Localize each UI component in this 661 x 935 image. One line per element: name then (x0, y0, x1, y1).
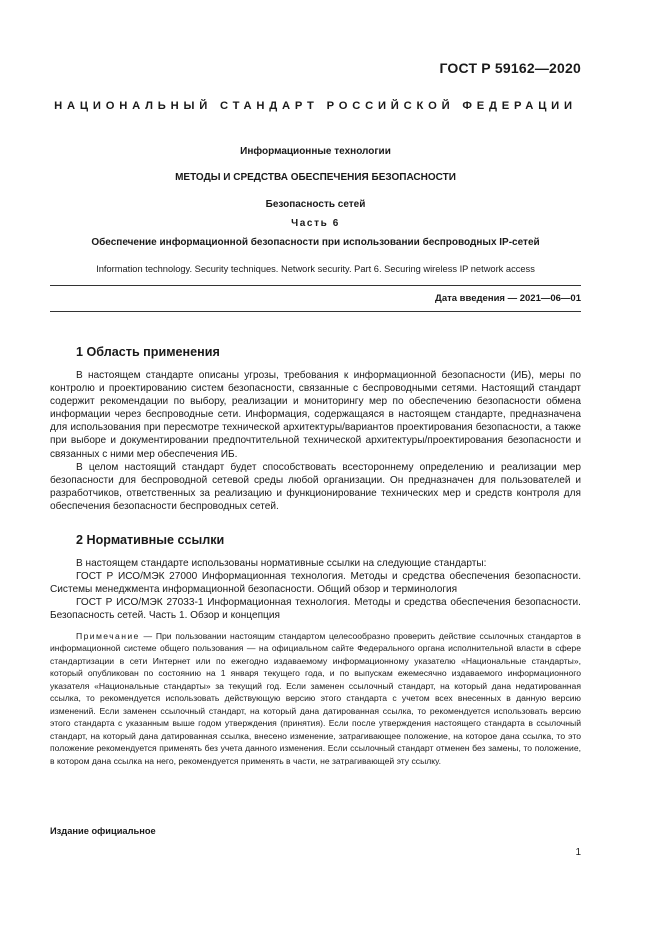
divider-bottom (50, 311, 581, 312)
section-2-body (50, 557, 581, 622)
section-1-body (50, 369, 581, 513)
section-2-note (50, 630, 581, 767)
title-line-4: Обеспечение информационной безопасности при использовании беспроводных IP-сетей (91, 237, 540, 248)
divider-top (50, 285, 581, 286)
normative-reference: ГОСТ Р ИСО/МЭК 27000 Информационная технология. Методы и средства обеспечения безопасности. Системы менеджмента информационной безопасности. Общий обзор и терминология (50, 571, 581, 596)
section-1-paragraph: В целом настоящий стандарт будет способствовать всестороннему определению и реализации мер безопасности для беспроводной сетевой среды любой организации. Он предназначен для пользователей и разработчиков, ответственных за реализацию и функционирование технических мер и средств контроля для обеспечения безопасности беспроводных сетей. (50, 461, 581, 512)
title-line-2: МЕТОДЫ И СРЕДСТВА ОБЕСПЕЧЕНИЯ БЕЗОПАСНОСТИ (175, 172, 456, 183)
gost-number: ГОСТ Р 59162—2020 (439, 60, 581, 76)
section-1-paragraph: В настоящем стандарте описаны угрозы, требования к информационной безопасности (ИБ), меры по контролю и проектированию систем безопасности, связанные с беспроводными сетями. Настоящий стандарт содержит рекомендации по выбору, реализации и мониторингу мер по обеспечению безопасности обмена информации через беспроводные сети. Информация, содержащаяся в настоящем стандарте, предназначена для использования при пересмотре технической архитектуры/вариантов проектирования безопасности, а также при выборе и документировании предпочтительной технической архитектуры/проектирования безопасности и связанных с ними мер обеспечения ИБ. (50, 370, 581, 460)
page-number: 1 (575, 847, 581, 858)
title-part: Часть 6 (291, 218, 340, 229)
note-text: — При пользовании настоящим стандартом целесообразно проверить действие ссылочных стандартов в информационной системе общего пользования — на официальном сайте Федерального органа исполнительной власти в сфере стандартизации в сети Интернет или по ежегодно издаваемому информационному указателю «Национальные стандарты», который опубликован по состоянию на 1 января текущего года, и по выпускам ежемесячно издаваемого информационного указателя «Национальные стандарты» за текущий год. Если заменен ссылочный стандарт, на который дана недатированная ссылка, то рекомендуется использовать действующую версию этого стандарта с учетом всех внесенных в данную версию изменений. Если заменен ссылочный стандарт, на который дана датированная ссылка, то рекомендуется использовать версию этого стандарта с указанным выше годом утверждения (принятия). Если после утверждения настоящего стандарта в ссылочный стандарт, на который дана датированная ссылка, внесено изменение, затрагивающее положение, на которое дана ссылка, то это положение рекомендуется применять без учета данного изменения. Если ссылочный стандарт отменен без замены, то положение, в котором дана ссылка на него, рекомендуется применять в части, не затрагивающей эту ссылку. (50, 631, 581, 766)
introduction-date: Дата введения — 2021—06—01 (435, 293, 581, 304)
note-label: Примечание (76, 631, 140, 641)
normative-reference: ГОСТ Р ИСО/МЭК 27033-1 Информационная технология. Методы и средства обеспечения безопасности. Безопасность сетей. Часть 1. Обзор и концепция (50, 597, 581, 622)
title-line-3: Безопасность сетей (265, 199, 366, 210)
title-english: Information technology. Security techniques. Network security. Part 6. Securing wireless IP network access (96, 264, 535, 274)
title-line-1: Информационные технологии (240, 146, 391, 157)
section-1-heading: 1 Область применения (76, 345, 220, 359)
standard-title: НАЦИОНАЛЬНЫЙ СТАНДАРТ РОССИЙСКОЙ ФЕДЕРАЦИИ (54, 100, 577, 112)
section-2-intro: В настоящем стандарте использованы нормативные ссылки на следующие стандарты: (76, 558, 487, 569)
section-2-heading: 2 Нормативные ссылки (76, 533, 225, 547)
note-paragraph (50, 630, 581, 767)
edition-label: Издание официальное (50, 826, 156, 836)
